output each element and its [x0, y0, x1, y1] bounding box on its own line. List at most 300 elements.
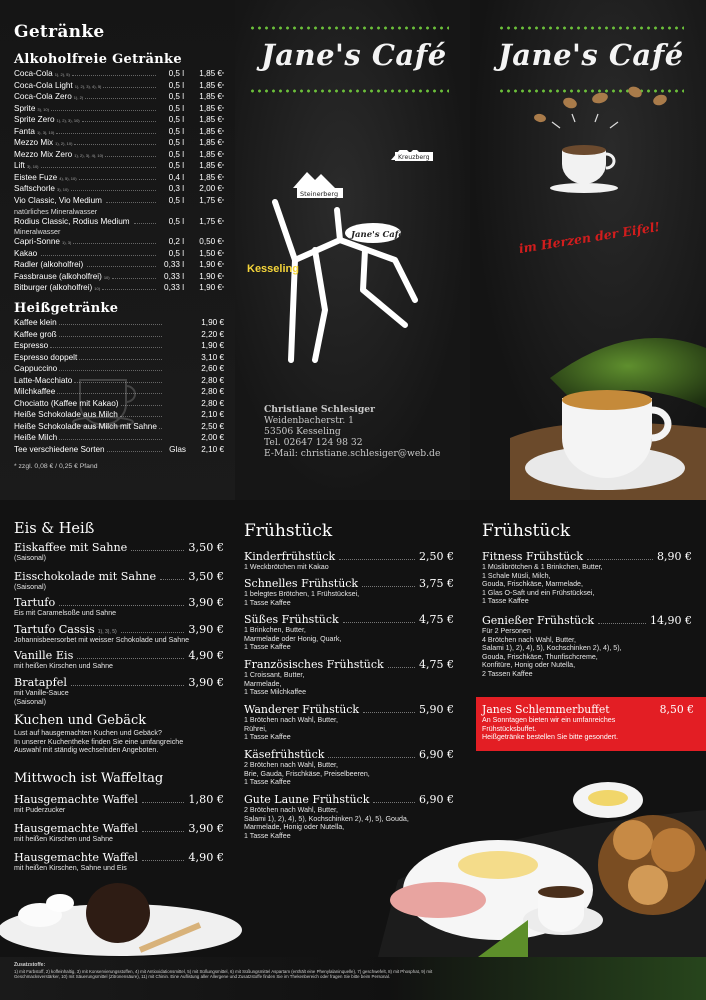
- buffet-name: Janes Schlemmerbuffet: [482, 703, 610, 716]
- drink-name: Coca-Cola: [14, 69, 53, 78]
- drink-row: [14, 68, 224, 80]
- drink-qty: 0,5 l: [168, 126, 185, 136]
- dot-leader: [50, 340, 162, 348]
- drink-name: Milchkaffee: [14, 387, 56, 397]
- drink-qty: 0,4 l: [168, 172, 185, 182]
- contact-name: Christiane Schlesiger: [264, 404, 375, 415]
- dot-leader: [121, 624, 185, 633]
- drink-row: [14, 444, 224, 456]
- menu-item: [244, 550, 454, 572]
- menu-item-description: 1 Weckbrötchen mit Kakao: [244, 563, 329, 571]
- menu-item-name: Vanille Eis: [14, 649, 74, 662]
- menu-item: [244, 577, 454, 607]
- menu-item-description: (Saisonal): [14, 583, 46, 591]
- tagline: im Herzen der Eifel!: [517, 218, 661, 257]
- drink-subtitle: Mineralwasser: [14, 227, 61, 237]
- deposit-star: *: [222, 164, 224, 171]
- dot-leader: [59, 329, 162, 337]
- coffee-beans-cup-illustration: [500, 78, 680, 208]
- deposit-star: *: [222, 129, 224, 136]
- allergen-note: 1), 3): [61, 240, 72, 246]
- dot-divider: [249, 89, 449, 93]
- menu-item-price: 3,90 €: [188, 676, 224, 689]
- allergen-note: 3), 10): [26, 164, 39, 170]
- dot-divider: [249, 26, 449, 30]
- allergen-note: 1), 2), 3), 4), 5): [74, 83, 102, 89]
- menu-item-description: mit heißen Kirschen, Sahne und Eis: [14, 864, 127, 872]
- menu-item-price: 3,50 €: [188, 570, 224, 583]
- drink-price: 1,85 €: [199, 92, 223, 102]
- drink-price: 2,00 €: [201, 433, 224, 443]
- menu-item-price: 1,80 €: [188, 793, 224, 806]
- menu-item-price: 3,75 €: [419, 577, 454, 590]
- drink-row: [14, 317, 224, 329]
- drink-row: [14, 160, 224, 172]
- menu-item-row: [244, 550, 454, 563]
- drink-name: Kakao: [14, 248, 38, 258]
- menu-item-name: Wanderer Frühstück: [244, 703, 360, 716]
- drink-row: [14, 282, 224, 294]
- menu-item-description: Für 2 Personen 4 Brötchen nach Wahl, Butter, Salami 1), 2), 4), 5), Kochschinken 2), 4), 5), Gouda, Frischkäse, Thunfischcreme, Konfitüre, Honig oder Nutella, 2 Tassen Kaffee: [482, 627, 622, 678]
- drink-price: 1,50 €: [199, 248, 223, 258]
- drink-qty: Glas: [169, 445, 186, 455]
- drink-qty: 0,5 l: [168, 103, 185, 113]
- menu-item-row: [14, 596, 224, 609]
- buffet-desc: An Sonntagen bieten wir ein umfanreiches Frühstücksbuffet. Heißgetränke bestellen Sie bitte gesondert.: [482, 716, 619, 742]
- menu-item-name: Tartufo Cassis: [14, 623, 95, 636]
- cold-drinks-list: [14, 68, 224, 294]
- menu-item: [14, 649, 224, 671]
- drink-qty: 0,5 l: [168, 161, 185, 171]
- menu-item-price: 2,50 €: [419, 550, 454, 563]
- menu-item-price: 4,75 €: [419, 658, 454, 671]
- menu-item-description: 1 Brötchen nach Wahl, Butter, Rührei, 1 Tasse Kaffee: [244, 716, 338, 742]
- drink-name: Heiße Milch: [14, 433, 58, 443]
- menu-item: [14, 822, 224, 844]
- drink-row: [14, 248, 224, 260]
- additives-title: Zusatzstoffe:: [14, 962, 46, 968]
- deposit-star: *: [222, 286, 224, 293]
- drink-row: [14, 80, 224, 92]
- dot-leader: [142, 852, 184, 861]
- drink-row: [14, 126, 224, 138]
- dot-leader: [328, 749, 415, 758]
- drink-row: [14, 329, 224, 341]
- allergen-note: 1), 2), 3), 4), 10): [74, 152, 104, 158]
- menu-item-description: (Saisonal): [14, 554, 46, 562]
- coffee-bean-icon: [533, 85, 668, 123]
- drink-name: Eistee Fuze: [14, 172, 58, 182]
- allergen-note: 1), 2), 10): [55, 141, 73, 147]
- menu-item-description: mit heißen Kirschen und Sahne: [14, 662, 113, 670]
- allergen-note: 10): [103, 274, 110, 280]
- deposit-star: *: [222, 106, 224, 113]
- drink-qty: 0,33 l: [164, 260, 185, 270]
- drink-name: Mezzo Mix Zero: [14, 149, 73, 159]
- menu-item-description: mit heißen Kirschen und Sahne: [14, 835, 113, 843]
- menu-item-row: [244, 577, 454, 590]
- deposit-star: *: [222, 274, 224, 281]
- drink-price: 1,90 €: [199, 260, 223, 270]
- contact-city: 53506 Kesseling: [264, 426, 341, 437]
- buffet-highlight-box: [476, 697, 706, 751]
- drink-price: 2,80 €: [201, 387, 224, 397]
- drink-name: Tee verschiedene Sorten: [14, 445, 105, 455]
- dot-leader: [82, 114, 156, 122]
- drink-price: 1,85 €: [199, 115, 223, 125]
- drink-name: Bitburger (alkoholfrei): [14, 283, 93, 293]
- drink-row: [14, 114, 224, 126]
- dot-leader: [363, 704, 415, 713]
- dot-leader: [72, 68, 156, 76]
- dot-leader: [362, 578, 415, 587]
- drink-row: [14, 103, 224, 115]
- menu-item: [14, 623, 224, 645]
- drink-row: [14, 172, 224, 184]
- menu-item-description: 2 Brötchen nach Wahl, Butter, Salami 1), 2), 4), 5), Kochschinken 2), 4), 5), Gouda, Marmelade, Honig oder Nutella, 1 Tasse Kaffee: [244, 806, 409, 840]
- drink-name: Chociatto (Kaffee mit Kakao): [14, 398, 119, 408]
- drink-price: 1,90 €: [201, 318, 224, 327]
- drink-name: Rodius Classic, Rodius Medium: [14, 216, 130, 226]
- deposit-star: *: [222, 72, 224, 78]
- drink-price: 1,90 €: [199, 283, 223, 293]
- menu-item-price: 3,90 €: [188, 623, 224, 636]
- drink-row: [14, 195, 224, 207]
- menu-item-name: Französisches Frühstück: [244, 658, 384, 671]
- dot-leader: [102, 282, 156, 290]
- drink-qty: 0,2 l: [168, 237, 185, 247]
- menu-item-row: [244, 703, 454, 716]
- menu-item: [14, 596, 224, 618]
- mountain-icon: [293, 172, 335, 188]
- menu-item-name: Hausgemachte Waffel: [14, 822, 138, 835]
- drink-qty: 0,33 l: [164, 283, 185, 293]
- menu-item-row: [14, 676, 224, 689]
- dot-leader: [79, 352, 162, 360]
- drink-name: Coca-Cola Zero: [14, 92, 72, 102]
- menu-item-row: [14, 822, 224, 835]
- drink-name: Mezzo Mix: [14, 138, 54, 148]
- dot-leader: [106, 195, 156, 203]
- drink-price: 2,10 €: [201, 445, 224, 455]
- contact-block: [264, 404, 440, 459]
- menu-item-name: Hausgemachte Waffel: [14, 851, 138, 864]
- menu-item-description: 1 Brinkchen, Butter, Marmelade oder Honig, Quark, 1 Tasse Kaffee: [244, 626, 342, 652]
- dot-leader: [142, 794, 184, 803]
- hot-drinks-title: Heißgetränke: [14, 301, 119, 316]
- menu-item-row: [14, 649, 224, 662]
- deposit-star: *: [222, 83, 224, 90]
- deposit-footnote: * zzgl. 0,08 € / 0,25 € Pfand: [14, 463, 98, 470]
- drink-name: Vio Classic, Vio Medium: [14, 196, 102, 206]
- menu-item-price: 6,90 €: [419, 748, 454, 761]
- menu-item-name: Eisschokolade mit Sahne: [14, 570, 157, 583]
- menu-item-description: Eis mit Caramelsoße und Sahne: [14, 609, 117, 617]
- menu-item-name: Schnelles Frühstück: [244, 577, 359, 590]
- menu-item-name: Süßes Frühstück: [244, 613, 339, 626]
- drink-row: [14, 340, 224, 352]
- drink-row: [14, 137, 224, 149]
- dot-leader: [85, 91, 156, 99]
- drink-row: [14, 236, 224, 248]
- coffee-cup-photo: [510, 318, 706, 500]
- drink-name: Capri-Sonne: [14, 237, 60, 247]
- drink-price: 0,50 €: [199, 237, 223, 247]
- drink-name: Fassbrause (alkoholfrei): [14, 271, 102, 281]
- dot-leader: [134, 216, 156, 224]
- drink-row: [14, 91, 224, 103]
- menu-item: [14, 570, 224, 592]
- deposit-star: *: [222, 152, 224, 159]
- steam-rays: [552, 114, 618, 128]
- drink-name: Sprite: [14, 103, 36, 113]
- dot-leader: [112, 271, 156, 279]
- menu-item-description: 1 belegtes Brötchen, 1 Frühstücksei, 1 Tasse Kaffee: [244, 590, 360, 607]
- dot-leader: [131, 542, 184, 551]
- drink-name: Espresso: [14, 341, 49, 351]
- allergen-note: 1), 2), 5): [54, 72, 70, 77]
- menu-item: [482, 614, 692, 679]
- drink-qty: 0,5 l: [168, 115, 185, 125]
- menu-item-name: Tartufo: [14, 596, 56, 609]
- drink-name: Coca-Cola Light: [14, 80, 73, 90]
- contact-phone: Tel. 02647 124 98 32: [264, 437, 363, 448]
- dessert-photo: [0, 875, 246, 957]
- drink-price: 2,00 €: [199, 184, 223, 194]
- deposit-star: *: [222, 263, 224, 270]
- drink-price: 1,85 €: [199, 161, 223, 171]
- drink-price: 1,85 €: [199, 126, 223, 136]
- cafe-logo: Jane's Café: [261, 38, 447, 72]
- coffee-cup-icon: [550, 145, 618, 193]
- drink-qty: 0,33 l: [164, 271, 185, 281]
- drink-price: 1,90 €: [199, 271, 223, 281]
- drink-price: 3,10 €: [201, 352, 224, 362]
- dot-leader: [71, 677, 185, 686]
- steinerberg-label: Steinerberg: [300, 190, 339, 198]
- menu-item-name: Hausgemachte Waffel: [14, 793, 138, 806]
- dot-leader: [142, 823, 184, 832]
- menu-item-row: [14, 851, 224, 864]
- drink-name: Cappuccino: [14, 364, 58, 374]
- deposit-star: *: [222, 251, 224, 258]
- drink-row: [14, 271, 224, 283]
- menu-item: [482, 550, 692, 606]
- drink-name: Latte-Macchiato: [14, 375, 73, 385]
- drink-price: 2,50 €: [201, 421, 224, 431]
- drink-row: [14, 432, 224, 444]
- drink-qty: 0,5 l: [168, 138, 185, 148]
- dot-leader: [339, 551, 415, 560]
- menu-item-name: Bratapfel: [14, 676, 67, 689]
- kreuzberg-label: Kreuzberg: [398, 154, 430, 161]
- drinks-title: Getränke: [14, 22, 105, 42]
- dot-leader: [56, 126, 156, 134]
- dot-leader: [73, 236, 156, 244]
- dot-leader: [388, 659, 415, 668]
- deposit-star: *: [222, 175, 224, 182]
- menu-item-row: [14, 541, 224, 554]
- dot-leader: [59, 432, 162, 440]
- drink-name: Heiße Schokolade aus Milch mit Sahne: [14, 421, 157, 431]
- dot-leader: [87, 259, 156, 267]
- drink-qty: 0,5 l: [168, 149, 185, 159]
- menu-item-description: 2 Brötchen nach Wahl, Butter, Brie, Gauda, Frischkäse, Preiselbeeren, 1 Tasse Kaffee: [244, 761, 370, 787]
- drink-name: Lift: [14, 161, 25, 171]
- menu-item-name: Eiskaffee mit Sahne: [14, 541, 128, 554]
- menu-item-price: 4,90 €: [188, 649, 224, 662]
- drink-subtitle: natürliches Mineralwasser: [14, 206, 98, 216]
- drink-price: 1,85 €: [199, 69, 223, 78]
- drink-price: 2,20 €: [201, 329, 224, 339]
- menu-item-price: 5,90 €: [419, 703, 454, 716]
- drink-price: 1,75 €: [199, 216, 223, 226]
- deposit-star: *: [222, 141, 224, 148]
- allergen-note: 10): [94, 286, 101, 292]
- menu-item-row: [244, 748, 454, 761]
- menu-item-description: mit Puderzucker: [14, 806, 66, 814]
- menu-item-name: Kinderfrühstück: [244, 550, 336, 563]
- drink-row: [14, 216, 224, 228]
- menu-item-price: 8,90 €: [657, 550, 692, 563]
- menu-item-row: [14, 793, 224, 806]
- deposit-star: *: [222, 118, 224, 125]
- dot-leader: [74, 137, 156, 145]
- dot-leader: [77, 650, 184, 659]
- menu-item-row: [244, 658, 454, 671]
- dot-leader: [41, 160, 157, 168]
- drink-price: 1,85 €: [199, 172, 223, 182]
- menu-item-price: 3,90 €: [188, 822, 224, 835]
- fruehstueck-title-2: Frühstück: [482, 521, 571, 541]
- drink-name: Kaffee groß: [14, 329, 57, 339]
- buffet-price: 8,50 €: [659, 703, 694, 716]
- allergen-note: 1), 2), 3), 10): [56, 118, 80, 124]
- menu-item-row: [244, 613, 454, 626]
- drink-qty: 0,5 l: [168, 92, 185, 102]
- kuchen-text: Lust auf hausgemachten Kuchen und Gebäck? In unserer Kuchentheke finden Sie eine umfangreiche Auswahl mit ständig wechselnden Angeboten.: [14, 729, 184, 755]
- drink-price: 1,85 €: [199, 103, 223, 113]
- kuchen-title: Kuchen und Gebäck: [14, 713, 147, 728]
- menu-item: [14, 541, 224, 563]
- dot-leader: [51, 103, 156, 111]
- menu-item-price: 6,90 €: [419, 793, 454, 806]
- dot-leader: [59, 597, 184, 606]
- drink-price: 1,75 €: [199, 196, 223, 206]
- drink-name: Fanta: [14, 126, 35, 136]
- dot-divider: [498, 26, 684, 30]
- drink-price: 2,80 €: [201, 398, 224, 408]
- deposit-star: *: [222, 95, 224, 102]
- menu-item: [14, 851, 224, 873]
- drink-name: Saftschorle: [14, 184, 55, 194]
- menu-item-row: [482, 550, 692, 563]
- dot-leader: [598, 615, 646, 624]
- dot-leader: [103, 80, 156, 88]
- drink-price: 1,90 €: [201, 341, 224, 351]
- cafe-map-label: Jane's Café: [351, 230, 404, 240]
- drink-price: 1,85 €: [199, 149, 223, 159]
- fruehstueck-title-1: Frühstück: [244, 521, 333, 541]
- menu-item-price: 4,75 €: [419, 613, 454, 626]
- kesseling-label: Kesseling: [247, 263, 299, 275]
- drink-row: [14, 259, 224, 271]
- menu-item-description: mit Vanille-Sauce (Saisonal): [14, 689, 69, 706]
- drink-price: 2,80 €: [201, 375, 224, 385]
- menu-item-price: 3,90 €: [188, 596, 224, 609]
- menu-item-row: [14, 570, 224, 583]
- deposit-star: *: [222, 187, 224, 194]
- drink-qty: 0,5 l: [168, 80, 185, 90]
- drink-price: 1,85 €: [199, 80, 223, 90]
- allergen-note: 1), 3), 5): [97, 629, 117, 635]
- waffel-title: Mittwoch ist Waffeltag: [14, 771, 164, 786]
- dot-leader: [105, 149, 156, 157]
- menu-item: [14, 676, 224, 706]
- drink-price: 2,10 €: [201, 410, 224, 420]
- dot-leader: [160, 571, 184, 580]
- drink-row: [14, 183, 224, 195]
- deposit-star: *: [222, 219, 224, 226]
- menu-item-row: [482, 614, 692, 627]
- drink-price: 2,60 €: [201, 364, 224, 374]
- deposit-star: *: [222, 240, 224, 247]
- menu-item-price: 3,50 €: [188, 541, 224, 554]
- dot-leader: [587, 551, 653, 560]
- cold-drinks-title: Alkoholfreie Getränke: [14, 52, 182, 67]
- dot-leader: [107, 444, 162, 452]
- menu-item: [244, 613, 454, 652]
- menu-item-name: Käsefrühstück: [244, 748, 325, 761]
- drink-name: Radler (alkoholfrei): [14, 260, 84, 270]
- location-map: [245, 150, 445, 380]
- menu-item: [14, 793, 224, 815]
- dot-leader: [343, 614, 415, 623]
- drink-name: Sprite Zero: [14, 115, 55, 125]
- drinks-panel: [0, 0, 235, 500]
- contact-email: E-Mail: christiane.schlesiger@web.de: [264, 448, 441, 459]
- drink-name: Espresso doppelt: [14, 352, 78, 362]
- cover-logo: Jane's Café: [498, 38, 684, 72]
- drink-name: Kaffee klein: [14, 318, 57, 327]
- menu-item-description: 1 Müslibrötchen & 1 Brinkchen, Butter, 1 Schale Müsli, Milch, Gouda, Frischkäse, Marmelade, 1 Glas O-Saft und ein Frühstücksei, 1 Tasse Kaffee: [482, 563, 603, 606]
- menu-item-name: Fitness Frühstück: [482, 550, 583, 563]
- additives-note: [14, 962, 434, 980]
- allergen-note: 4), 5), 10): [59, 175, 77, 181]
- drink-qty: 0,5 l: [168, 69, 185, 78]
- menu-item-description: Johannisbeersorbet mit weisser Schokolade und Sahne: [14, 636, 190, 644]
- drink-row: [14, 149, 224, 161]
- drink-qty: 0,5 l: [168, 196, 185, 206]
- drink-qty: 0,5 l: [168, 216, 185, 226]
- deposit-star: *: [222, 199, 224, 206]
- menu-item-name: Genießer Frühstück: [482, 614, 595, 627]
- dot-leader: [59, 317, 162, 325]
- breakfast-photo: [378, 770, 706, 957]
- coffee-cup-watermark-icon: [70, 360, 150, 430]
- allergen-note: 3), 10): [56, 187, 69, 193]
- eis-title: Eis & Heiß: [14, 521, 95, 537]
- allergen-note: 3), 10): [37, 106, 49, 112]
- menu-item: [244, 658, 454, 697]
- drink-name: Heiße Schokolade aus Milch: [14, 410, 118, 420]
- contact-street: Weidenbacherstr. 1: [264, 415, 355, 426]
- dot-leader: [159, 421, 162, 429]
- menu-item-row: [14, 623, 224, 636]
- drink-qty: 0,5 l: [168, 248, 185, 258]
- menu-item-description: 1 Croissant, Butter, Marmelade, 1 Tasse Milchkaffee: [244, 671, 307, 697]
- dot-leader: [71, 183, 157, 191]
